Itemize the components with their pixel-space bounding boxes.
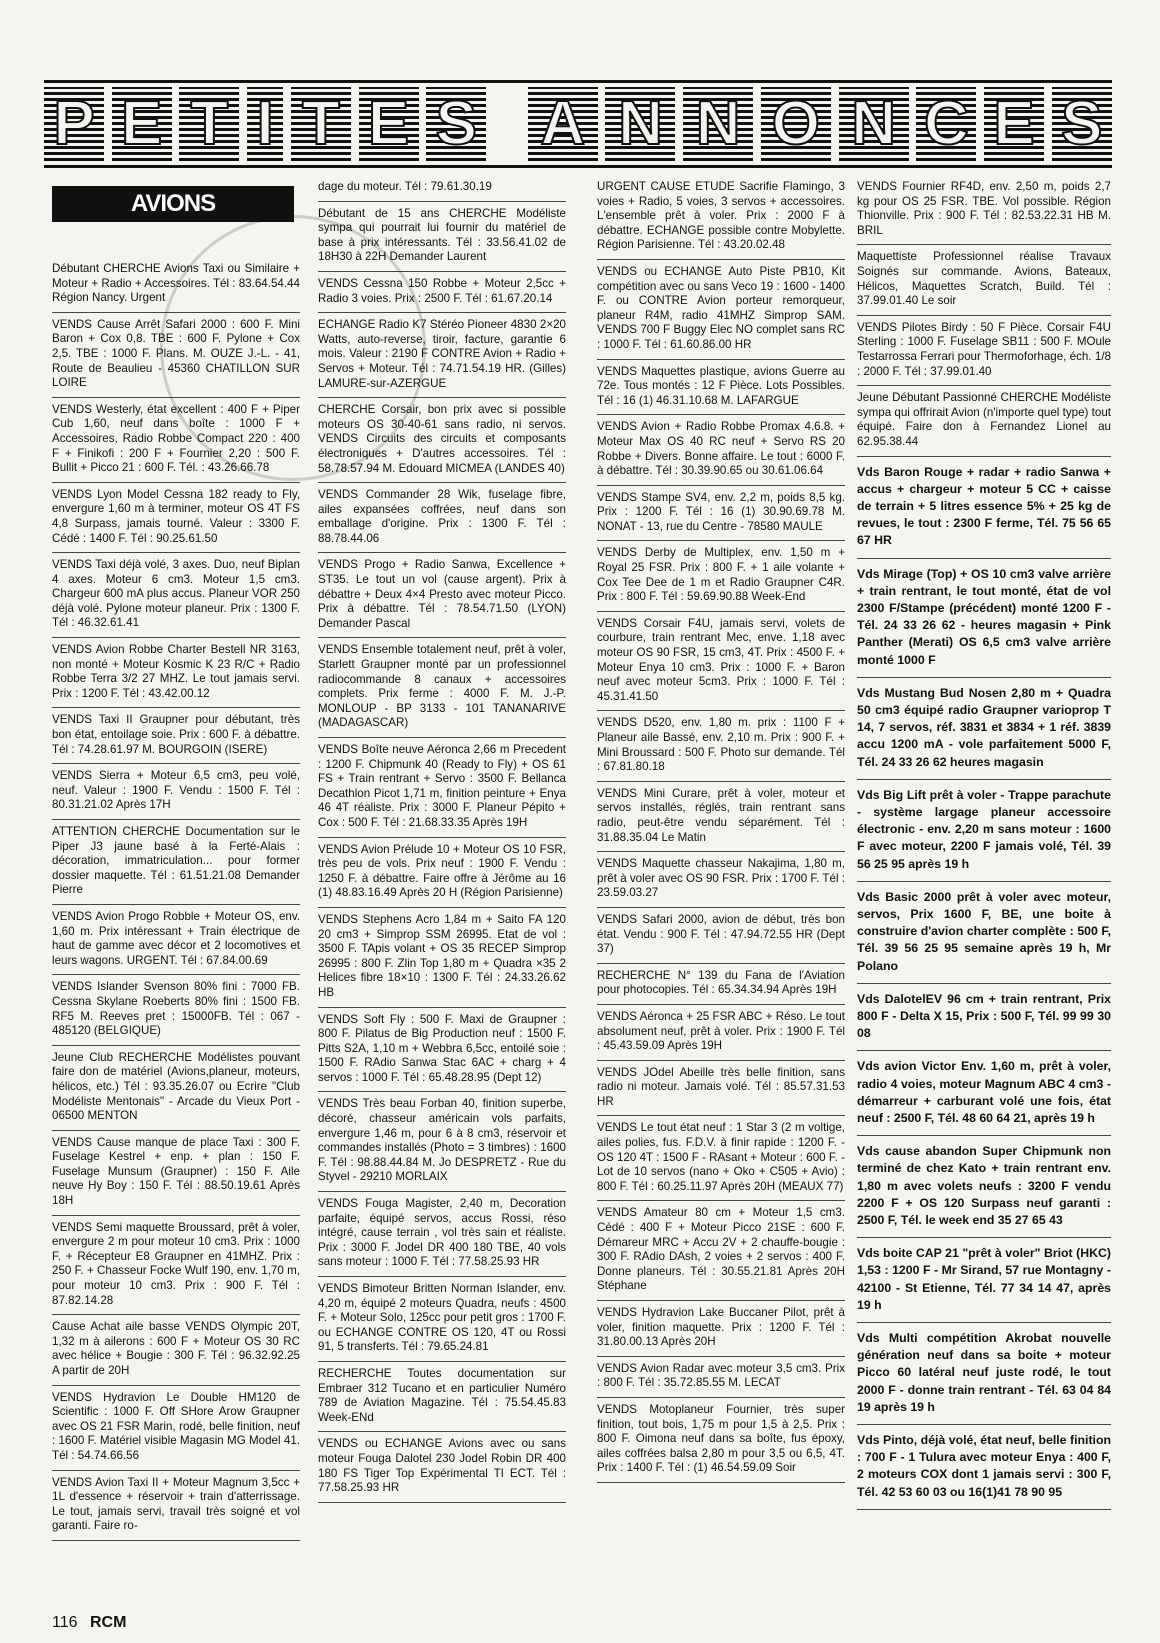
classified-ad: VENDS Stephens Acro 1,84 m + Saito FA 120 20 cm3 + Simprop SSM 26995. Etat de vol : 3500 F. TApis volant + OS 35 RECEP Simprop 26995 : 800 F. Zlin Top 1,80 m + Quadra ×35 2 Helices fibre 18×10 : 1300 F. Tél : 24.33.26.62 HB	[318, 908, 566, 1008]
classified-ad: VENDS ou ECHANGE Avions avec ou sans moteur Fouga Dalotel 230 Jodel Robin DR 400 180 FS Tiger Top Expérimental TI ECT. Tél : 77.58.25.93 HR	[318, 1432, 566, 1502]
banner-letter: C	[916, 87, 976, 161]
classified-ad: Cause Achat aile basse VENDS Olympic 20T, 1,32 m à ailerons : 600 F + Moteur OS 30 RC avec hélice + Bougie : 300 F. Tél : 96.32.92.25 A partir de 20H	[52, 1315, 300, 1385]
banner-letter: I	[247, 87, 283, 161]
classified-ad: ATTENTION CHERCHE Documentation sur le Piper J3 jaune basé à la Ferté-Alais : décoration, immatriculation... pour former dossier maquette. Tél : 61.51.21.08 Demander Pierre	[52, 820, 300, 905]
classified-ad: Maquettiste Professionnel réalise Travaux Soignés sur commande. Avions, Bateaux, Hélicos, Maquettes Scratch, Build. Tél : 37.99.01.40 Le soir	[857, 245, 1111, 315]
classified-ad: VENDS ou ECHANGE Auto Piste PB10, Kit compétition avec ou sans Veco 19 : 1600 - 1400 F. ou CONTRE Avion porteur remorqueur, planeur R4M, radio 41MHZ Simprop SAM. VENDS 700 F Buggy Elec NO complet sans RC : 1000 F. Tél : 61.60.86.00 HR	[597, 260, 845, 360]
classified-ad: VENDS Islander Svenson 80% fini : 7000 FB. Cessna Skylane Roeberts 80% fini : 1500 FB. RF5 M. Reeves pret : 15000FB. Tél : 067 - 485120 (BELGIQUE)	[52, 975, 300, 1045]
banner-letter: S	[426, 87, 486, 161]
banner-letter: T	[291, 87, 351, 161]
classified-ad: VENDS Derby de Multiplex, env. 1,50 m + Royal 25 FSR. Prix : 800 F. + 1 aile volante + Cox Tee Dee de 1 m et Radio Graupner C4R. Prix : 800 F. Tél : 59.69.90.88 Week-End	[597, 541, 845, 611]
classified-ad: Débutant CHERCHE Avions Taxi ou Similaire + Moteur + Radio + Accessoires. Tél : 83.64.54.44 Région Nancy. Urgent	[52, 262, 300, 313]
classified-ad: VENDS Sierra + Moteur 6,5 cm3, peu volé, neuf. Valeur : 1900 F. Vendu : 1500 F. Tél : 80.31.21.02 Après 17H	[52, 764, 300, 820]
classified-ad: Jeune Débutant Passionné CHERCHE Modéliste sympa qui offrirait Avion (n'importe quel type) tout équipé. Faire don à Fernandez Lionel au 62.95.38.44	[857, 386, 1111, 456]
classified-ad: VENDS Avion Robbe Charter Bestell NR 3163, non monté + Moteur Kosmic K 23 R/C + Radio Robbe Terra 3/2 27 MHZ. Le tout jamais servi. Prix : 1200 F. Tél : 43.42.00.12	[52, 638, 300, 708]
classified-ad: Jeune Club RECHERCHE Modélistes pouvant faire don de matériel (Avions,planeur, moteurs, hélicos, etc.) Tél : 93.35.26.07 ou Ecrire "Club Modéliste Mentonais" - Arcade du Vieux Port - 06500 MENTON	[52, 1046, 300, 1131]
classified-ad: VENDS Fouga Magister, 2,40 m, Decoration parfaite, équipé servos, accus Rossi, réso intégré, cause terrain , vol très sain et réaliste. Prix : 3000 F. Jodel DR 400 180 TBE, 40 vols sans moteur : 1000 F. Tél : 77.58.25.93 HR	[318, 1192, 566, 1277]
column-1	[52, 180, 300, 1541]
classified-ad: VENDS Fournier RF4D, env. 2,50 m, poids 2,7 kg pour OS 25 FSR. TBE. Vol possible. Région Thionville. Prix : 900 F. Tél : 82.53.22.31 HB M. BRIL	[857, 180, 1111, 245]
classified-ad: VENDS Le tout état neuf : 1 Star 3 (2 m voltige, ailes polies, fus. F.D.V. à finir rapide : 1200 F. - OS 120 4T : 1500 F - RAsant + Moteur : 600 F. - Lot de 10 servos (nano + Oko + C505 + Avio) : 800 F. Tél : 60.25.11.97 Après 20H (MEAUX 77)	[597, 1116, 845, 1201]
classified-ad: VENDS Progo + Radio Sanwa, Excellence + ST35. Le tout un vol (cause argent). Prix à débattre + Deux 4×4 Presto avec moteur Picco. Prix à débattre. Tél : 78.54.71.50 (LYON) Demander Pascal	[318, 553, 566, 638]
section-header-avions: AVIONS	[52, 186, 294, 222]
classified-ad: Vds Mirage (Top) + OS 10 cm3 valve arrière + train rentrant, le tout monté, état de vol 2300 F/Stampe (précédent) monté 1200 F - Tél. 24 33 26 62 - heures magasin + Pink Panther (Merati) OS 6,5 cm3 valve arrière monté 1000 F	[857, 559, 1111, 678]
classified-ad: VENDS Avion Progo Robble + Moteur OS, env. 1,60 m. Prix intéressant + Train électrique de haut de gamme avec décor et 2 locomotives et leurs wagons. URGENT. Tél : 67.84.00.69	[52, 905, 300, 975]
classified-ad: VENDS Amateur 80 cm + Moteur 1,5 cm3. Cédé : 400 F + Moteur Picco 21SE : 600 F. Démareur MRC + Accu 2V + 2 chauffe-bougie : 300 F. RAdio DAsh, 2 voies + 2 servos : 400 F. Donne planeurs. Tél : 30.55.21.81 Après 20H Stéphane	[597, 1201, 845, 1301]
classified-ad: Vds Mustang Bud Nosen 2,80 m + Quadra 50 cm3 équipé radio Graupner varioprop T 14, 7 servos, réf. 3831 et 3834 + 1 réf. 3839 accu 1200 mA - vole parfaitement 5000 F, Tél. 24 33 26 62 heures magasin	[857, 678, 1111, 780]
banner-letter: P	[44, 87, 104, 161]
classified-ad: VENDS Lyon Model Cessna 182 ready to Fly, envergure 1,60 m à terminer, moteur OS 4T FS 4,8 Surpass, jamais tourné. Valeur : 3300 F. Cédé : 1400 F. Tél : 90.25.61.50	[52, 483, 300, 553]
classified-ad: Vds DalotelEV 96 cm + train rentrant, Prix 800 F - Delta X 15, Prix : 500 F, Tél. 99 99 30 08	[857, 984, 1111, 1052]
classified-ad: VENDS Bimoteur Britten Norman Islander, env. 4,20 m, équipé 2 moteurs Quadra, neufs : 4500 F. + Moteur Solo, 125cc pour petit gros : 1700 F. ou ECHANGE CONTRE OS 120, 4T ou Rossi 91, 5 transferts. Tél : 79.65.24.81	[318, 1277, 566, 1362]
classified-ad: RECHERCHE Toutes documentation sur Embraer 312 Tucano et en particulier Numéro 789 de Aviation Magazine. Tél : 75.54.45.83 Week-ENd	[318, 1362, 566, 1432]
classified-ad: VENDS JOdel Abeille très belle finition, sans radio ni moteur. Jamais volé. Tél : 85.57.31.53 HR	[597, 1061, 845, 1117]
classified-ad: VENDS Cause Arrêt Safari 2000 : 600 F. Mini Baron + Cox 0,8. TBE : 600 F. Pylone + Cox 2,5. TBE : 1000 F. Plans. M. OUZE J.-L. - 41, Route de Beaulieu - 45360 CHATILLON SUR LOIRE	[52, 313, 300, 398]
banner-title	[44, 80, 1112, 168]
classified-ad: Débutant de 15 ans CHERCHE Modéliste sympa qui pourrait lui fournir du matériel de base à prix intéressants. Tél : 33.56.41.02 de 18H30 à 22H Demander Laurent	[318, 202, 566, 272]
classified-ad: Vds Basic 2000 prêt à voler avec moteur, servos, Prix 1600 F, BE, une boite à construire d'avion charter complète : 500 F, Tél. 39 56 25 95 semaine après 19 h, Mr Polano	[857, 882, 1111, 984]
classified-ad: Vds Big Lift prêt à voler - Trappe parachute - système largage planeur accessoire électronic - env. 2,20 m sans moteur : 1600 F avec moteur, 2200 F jamais volé, Tél. 39 56 25 95 après 19 h	[857, 780, 1111, 882]
classified-ad: VENDS Hydravion Lake Buccaner Pilot, prêt à voler, finition maquette. Prix : 1200 F. Tél : 31.80.00.13 Après 20H	[597, 1301, 845, 1357]
classified-ad: VENDS Stampe SV4, env. 2,2 m, poids 8,5 kg. Prix : 1200 F. Tél : 16 (1) 30.90.69.78 M. NONAT - 13, rue du Centre - 78580 MAULE	[597, 486, 845, 542]
classified-ad: VENDS D520, env. 1,80 m. prix : 1100 F + Planeur aile Bassé, env. 2,10 m. Prix : 900 F. + Mini Broussard : 500 F. Photo sur demande. Tél : 67.81.80.18	[597, 711, 845, 781]
page-footer	[52, 1614, 126, 1632]
page-number: 116	[52, 1614, 78, 1631]
classified-ad: VENDS Avion Taxi II + Moteur Magnum 3,5cc + 1L d'essence + réservoir + train d'atterrissage. Le tout, jamais servi, travail très soigné et vol garanti. Faire ro-	[52, 1471, 300, 1541]
banner-letter: N	[839, 87, 909, 161]
classified-ad: VENDS Corsair F4U, jamais servi, volets de courbure, train rentrant Mec, enve. 1,18 avec moteur OS 90 FSR, 15 cm3, 4T. Prix : 4500 F. + Moteur Enya 10 cm3. Prix : 1000 F. + Baron neuf avec moteur 5cm3. Prix : 1000 F. Tél : 45.31.41.50	[597, 612, 845, 712]
classified-ad: VENDS Safari 2000, avion de début, très bon état. Vendu : 900 F. Tél : 47.94.72.55 HR (Dept 37)	[597, 908, 845, 964]
magazine-name: RCM	[89, 1614, 127, 1631]
classified-ad: VENDS Maquettes plastique, avions Guerre au 72e. Tous montés : 12 F Pièce. Lots Possibles. Tél : 16 (1) 46.31.10.68 M. LAFARGUE	[597, 360, 845, 416]
classified-ad: RECHERCHE N° 139 du Fana de l'Aviation pour photocopies. Tél : 65.34.34.94 Après 19H	[597, 964, 845, 1005]
classified-ad: VENDS Avion Prélude 10 + Moteur OS 10 FSR, très peu de vols. Prix neuf : 1900 F. Vendu : 1250 F. à débattre. Faire offre à Jérôme au 16 (1) 48.83.16.49 Après 20 H (Région Parisienne)	[318, 838, 566, 908]
column-3	[597, 180, 845, 1483]
classified-ad: CHERCHE Corsair, bon prix avec si possible moteurs OS 30-40-61 sans radio, ni servos. VENDS Circuits des circuits et composants électroniques + D'autres accessoires. Tél : 58.78.57.94 M. Edouard MICMEA (LANDES 40)	[318, 398, 566, 483]
classified-ad: dage du moteur. Tél : 79.61.30.19	[318, 180, 566, 202]
classified-ad: Vds Baron Rouge + radar + radio Sanwa + accus + chargeur + moteur 5 CC + caisse de terrain + 5 litres essence 5% + 25 kg de revues, le tout : 2300 F ferme, Tél. 75 56 65 67 HR	[857, 457, 1111, 559]
classified-ad: VENDS Commander 28 Wik, fuselage fibre, ailes expansées coffrées, neuf dans son emballage d'origine. Prix : 1300 F. Tél : 88.78.44.06	[318, 483, 566, 553]
classified-ad: Vds boite CAP 21 "prêt à voler" Briot (HKC) 1,53 : 1200 F - Mr Sirand, 57 rue Montagny - 42100 - St Etienne, Tél. 77 34 14 47, après 19 h	[857, 1238, 1111, 1323]
classified-ad: VENDS Maquette chasseur Nakajima, 1,80 m, prêt à voler avec OS 90 FSR. Prix : 1700 F. Tél : 23.59.03.27	[597, 852, 845, 908]
classified-ad: VENDS Hydravion Le Double HM120 de Scientific : 1000 F. Off SHore Arow Graupner avec OS 21 FSR Marin, rodé, belle finition, neuf : 1600 F. Matériel visible Magasin MG Model 41. Tél : 54.74.66.56	[52, 1386, 300, 1471]
classified-ad: ECHANGE Radio K7 Stéréo Pioneer 4830 2×20 Watts, auto-reverse, tiroir, facture, garantie 6 mois. Valeur : 2190 F CONTRE Avion + Radio + Servos + Moteur. Tél : 74.71.54.19 HR. (Gilles) LAMURE-sur-AZERGUE	[318, 313, 566, 398]
banner-letter: O	[761, 87, 831, 161]
classified-ad: VENDS Boîte neuve Aéronca 2,66 m Precedent : 1200 F. Chipmunk 40 (Ready to Fly) + OS 61 FS + Train rentrant + Servo : 3500 F. Bellanca Decathlon Picot 1,71 m, finition peinture + Enya 46 4T réaliste. Prix : 3000 F. Planeur Pépito + Cox : 500 F. Tél : 21.68.33.35 Après 19H	[318, 738, 566, 838]
banner-letter: T	[179, 87, 239, 161]
classified-ad: Vds Multi compétition Akrobat nouvelle génération neuf dans sa boite + moteur Picco 60 latéral neuf juste rodé, le tout 2000 F - donne train rentrant - Tél. 63 04 84 19 après 19 h	[857, 1323, 1111, 1425]
classified-ad: VENDS Soft Fly : 500 F. Maxi de Graupner : 800 F. Pilatus de Big Production neuf : 1500 F. Pitts S2A, 1,10 m + Webbra 6,5cc, entoilé soie : 1500 F. RAdio Sanwa Stac 6AC + charg + 4 servos : 1000 F. Tél : 65.48.28.95 (Dept 12)	[318, 1008, 566, 1093]
banner-letter: A	[528, 87, 598, 161]
classified-ad: VENDS Pilotes Birdy : 50 F Pièce. Corsair F4U Sterling : 1000 F. Fuselage SB11 : 500 F. MOule Testarrossa Ferrari pour Thermoforhage, éch. 1/8 : 2000 F. Tél : 37.99.01.40	[857, 316, 1111, 386]
classified-ad: VENDS Très beau Forban 40, finition superbe, décoré, chasseur américain vols parfaits, envergure 1,46 m, pour 6 à 8 cm3, réservoir et commandes installés (Photo = 3 timbres) : 1600 F. Tél : 98.88.44.84 M. Jo DESPRETZ - Rue du Styvel - 29210 MORLAIX	[318, 1092, 566, 1192]
column-2	[318, 180, 566, 1503]
classified-ad: VENDS Ensemble totalement neuf, prêt à voler, Starlett Graupner monté par un professionnel radiocommande 8 canaux + accessoires complets. Prix ferme : 4000 F. M. J.-P. MONLOUP - BP 3133 - 101 TANANARIVE (MADAGASCAR)	[318, 638, 566, 738]
classified-ad: VENDS Mini Curare, prêt à voler, moteur et servos installés, réglés, train rentrant sans radio, peut-être vendu séparément. Tél : 31.88.35.04 Le Matin	[597, 782, 845, 852]
classified-ad: VENDS Motoplaneur Fournier, très super finition, tout bois, 1,75 m pour 1,5 à 2,5. Prix : 800 F. Oimona neuf dans sa boîte, fus époxy, ailes coffrées balsa 2,80 m pour 3,5 ou 6,5, 4T. Prix : 1400 F. Tél : (1) 46.54.59.09 Soir	[597, 1398, 845, 1483]
classified-ad: Vds cause abandon Super Chipmunk non terminé de chez Kato + train rentrant env. 1,80 m avec volets neufs : 3200 F vendu 2200 F + OS 120 Surpass neuf garanti : 2500 F, Tél. le week end 35 27 65 43	[857, 1136, 1111, 1238]
banner-letter: N	[683, 87, 753, 161]
classified-ad: VENDS Semi maquette Broussard, prêt à voler, envergure 2 m pour moteur 10 cm3. Prix : 1000 F. + Récepteur E8 Graupner en 41MHZ. Prix : 250 F. + Chasseur Focke Wulf 190, env. 1,70 m, pour moteur 10 cm3. Prix : 900 F. Tél : 87.82.14.28	[52, 1216, 300, 1316]
classified-ad: VENDS Avion + Radio Robbe Promax 4.6.8. + Moteur Max OS 40 RC neuf + Servo RS 20 Robbe + Divers. Bonne affaire. Le tout : 6000 F. à débattre. Tél : 30.39.90.65 ou 30.61.06.64	[597, 415, 845, 485]
classified-ad: VENDS Taxi déjà volé, 3 axes. Duo, neuf Biplan 4 axes. Moteur 6 cm3. Moteur 1,5 cm3. Chargeur 600 mA plus accus. Planeur VOR 250 déjà volé. Pylone moteur planeur. Prix : 1300 F. Tél : 46.32.61.41	[52, 553, 300, 638]
banner-letter: S	[1052, 87, 1112, 161]
classified-ad: Vds Pinto, déjà volé, état neuf, belle finition : 700 F - 1 Tulura avec moteur Enya : 400 F, 2 moteurs COX dont 1 jamais servi : 300 F, Tél. 42 53 60 03 ou 16(1)41 78 90 95	[857, 1425, 1111, 1510]
banner-letter: E	[359, 87, 419, 161]
classified-ad: Vds avion Victor Env. 1,60 m, prêt à voler, radio 4 voies, moteur Magnum ABC 4 cm3 - démarreur + carburant volé une fois, état neuf : 2500 F, Tél. 48 60 64 21, après 19 h	[857, 1051, 1111, 1136]
classified-ad: VENDS Westerly, état excellent : 400 F + Piper Cub 1,60, neuf dans boîte : 1000 F + Accessoires, Radio Robbe Compact 220 : 400 F + Finikofi : 200 F + Fournier 2,20 : 500 F. Bullit + Picco 21 : 600 F. Tél. : 43.26.66.78	[52, 398, 300, 483]
classified-ad: VENDS Avion Radar avec moteur 3,5 cm3. Prix : 800 F. Tél : 35.72.85.55 M. LECAT	[597, 1357, 845, 1398]
banner-letter: E	[984, 87, 1044, 161]
classified-ad: URGENT CAUSE ETUDE Sacrifie Flamingo, 3 voies + Radio, 5 voies, 3 servos + accessoires. L'ensemble prêt à voler. Prix : 2000 F à débattre. ECHANGE possible contre Mobylette. Région Parisienne. Tél : 43.20.02.48	[597, 180, 845, 260]
classified-ad: VENDS Cessna 150 Robbe + Moteur 2,5cc + Radio 3 voies. Prix : 2500 F. Tél : 61.67.20.14	[318, 272, 566, 313]
column-4	[857, 180, 1111, 1510]
banner-letter: E	[112, 87, 172, 161]
classified-ad: VENDS Cause manque de place Taxi : 300 F. Fuselage Kestrel + enp. + plan : 150 F. Fuselage Munsum (Graupner) : 150 F. Aile neuve Hy Boy : 150 F. Tél : 88.50.19.61 Après 18H	[52, 1131, 300, 1216]
banner-letter: N	[605, 87, 675, 161]
classified-ad: VENDS Taxi II Graupner pour débutant, très bon état, entoilage soie. Prix : 600 F. à débattre. Tél : 74.28.61.97 M. BOURGOIN (ISERE)	[52, 708, 300, 764]
classified-ad: VENDS Aéronca + 25 FSR ABC + Réso. Le tout absolument neuf, prêt à voler. Prix : 1900 F. Tél : 45.43.59.09 Après 19H	[597, 1005, 845, 1061]
